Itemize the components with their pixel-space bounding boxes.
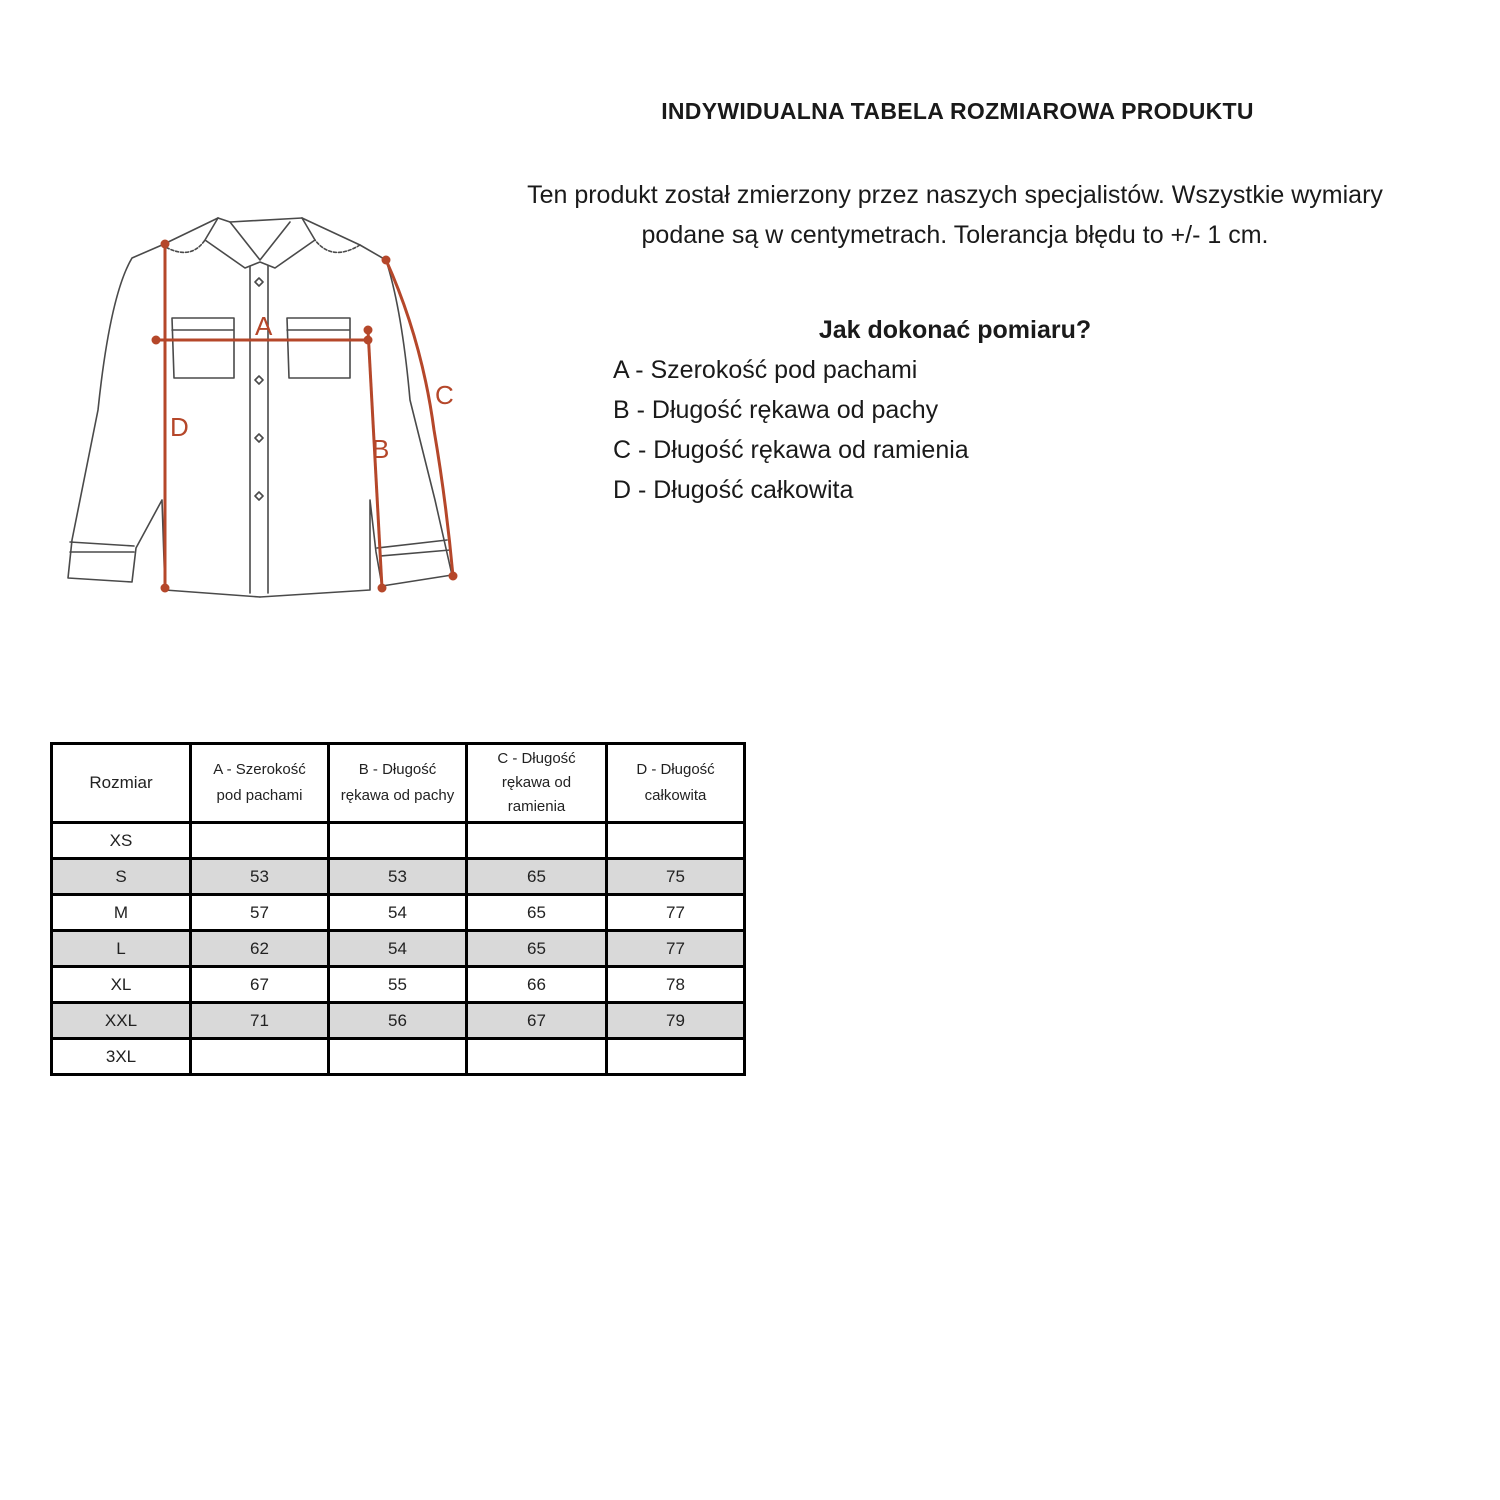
header-size: Rozmiar (52, 744, 191, 823)
value-cell: 65 (467, 859, 607, 895)
diagram-label-a: A (255, 311, 273, 341)
table-row (52, 895, 745, 931)
size-cell: XXL (52, 1003, 191, 1039)
legend-item-d: D - Długość całkowita (613, 476, 854, 504)
table-row (52, 1003, 745, 1039)
shirt-pocket-left (172, 318, 234, 378)
header-b: B - Długość rękawa od pachy (329, 744, 467, 823)
size-cell: XL (52, 967, 191, 1003)
value-cell (467, 823, 607, 859)
table-header-row (52, 744, 745, 823)
size-cell: 3XL (52, 1039, 191, 1075)
shirt-right-outline (260, 218, 452, 597)
table-row (52, 967, 745, 1003)
shirt-collar (218, 218, 302, 222)
value-cell (607, 1039, 745, 1075)
size-cell: S (52, 859, 191, 895)
intro-line: podane są w centymetrach. Tolerancja błędu to +/- 1 cm. (641, 221, 1269, 249)
table-row (52, 823, 745, 859)
value-cell: 71 (191, 1003, 329, 1039)
value-cell: 65 (467, 895, 607, 931)
size-cell: L (52, 931, 191, 967)
value-cell: 57 (191, 895, 329, 931)
value-cell: 53 (191, 859, 329, 895)
value-cell (329, 1039, 467, 1075)
shirt-pocket-right (287, 318, 350, 378)
table-row (52, 1039, 745, 1075)
value-cell: 54 (329, 895, 467, 931)
value-cell (607, 823, 745, 859)
header-a: A - Szerokość pod pachami (191, 744, 329, 823)
intro-text (470, 175, 1440, 255)
table-row (52, 931, 745, 967)
value-cell: 66 (467, 967, 607, 1003)
value-cell: 62 (191, 931, 329, 967)
legend-item-a: A - Szerokość pod pachami (613, 356, 918, 384)
value-cell: 55 (329, 967, 467, 1003)
header-d: D - Długość całkowita (607, 744, 745, 823)
value-cell: 78 (607, 967, 745, 1003)
legend-item-c: C - Długość rękawa od ramienia (613, 436, 969, 464)
value-cell (191, 823, 329, 859)
diagram-label-d: D (170, 412, 189, 442)
value-cell: 65 (467, 931, 607, 967)
value-cell: 53 (329, 859, 467, 895)
legend-item-b: B - Długość rękawa od pachy (613, 396, 939, 424)
value-cell: 56 (329, 1003, 467, 1039)
diagram-label-b: B (372, 434, 390, 464)
value-cell: 79 (607, 1003, 745, 1039)
value-cell: 77 (607, 931, 745, 967)
page-title: INDYWIDUALNA TABELA ROZMIAROWA PRODUKTU (661, 98, 1254, 124)
value-cell: 67 (467, 1003, 607, 1039)
table-row (52, 859, 745, 895)
diagram-label-c: C (435, 380, 454, 410)
value-cell (329, 823, 467, 859)
size-cell: XS (52, 823, 191, 859)
intro-line: Ten produkt został zmierzony przez naszych specjalistów. Wszystkie wymiary (527, 181, 1383, 209)
value-cell (191, 1039, 329, 1075)
measurement-legend (613, 352, 969, 512)
size-table (50, 742, 746, 1076)
value-cell (467, 1039, 607, 1075)
header-c: C - Długość rękawa od ramienia (467, 744, 607, 823)
value-cell: 75 (607, 859, 745, 895)
howto-heading: Jak dokonać pomiaru? (818, 316, 1092, 344)
value-cell: 67 (191, 967, 329, 1003)
value-cell: 77 (607, 895, 745, 931)
shirt-diagram (50, 200, 470, 610)
value-cell: 54 (329, 931, 467, 967)
size-cell: M (52, 895, 191, 931)
